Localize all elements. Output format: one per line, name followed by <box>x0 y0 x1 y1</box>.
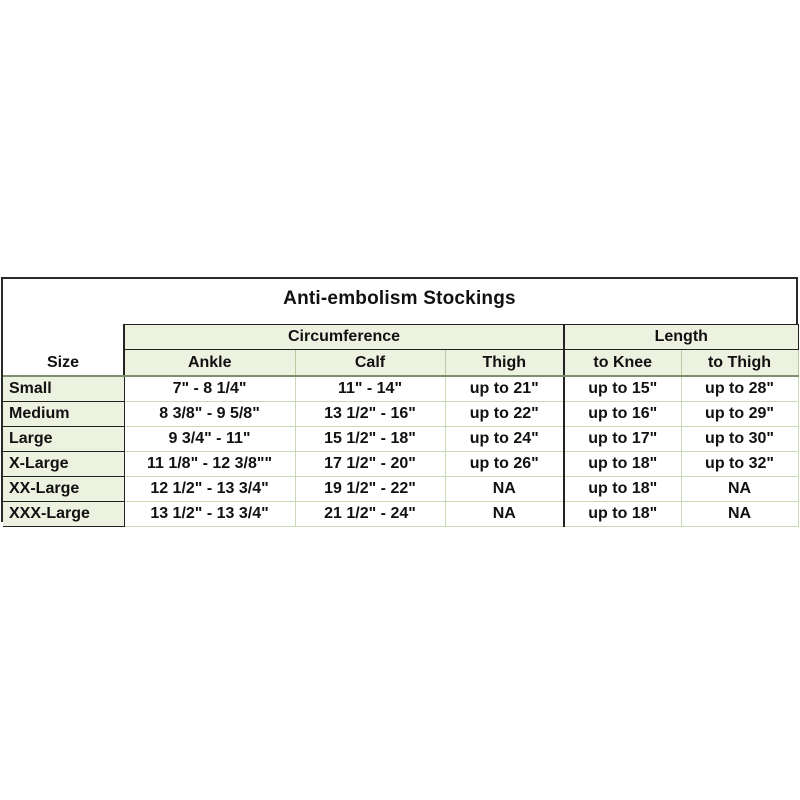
to-knee-cell: up to 18" <box>564 477 681 502</box>
calf-cell: 11" - 14" <box>295 376 445 402</box>
calf-cell: 13 1/2" - 16" <box>295 402 445 427</box>
size-cell: Large <box>3 427 124 452</box>
ankle-cell: 11 1/8" - 12 3/8"" <box>124 452 295 477</box>
to-thigh-cell: up to 32" <box>681 452 798 477</box>
size-cell: Medium <box>3 402 124 427</box>
table-row <box>3 477 798 502</box>
calf-cell: 15 1/2" - 18" <box>295 427 445 452</box>
table-row <box>3 427 798 452</box>
ankle-cell: 7" - 8 1/4" <box>124 376 295 402</box>
thigh-cell: up to 21" <box>445 376 564 402</box>
calf-cell: 19 1/2" - 22" <box>295 477 445 502</box>
calf-cell: 21 1/2" - 24" <box>295 502 445 527</box>
to-thigh-cell: NA <box>681 502 798 527</box>
size-cell: X-Large <box>3 452 124 477</box>
thigh-cell: NA <box>445 477 564 502</box>
ankle-column-header: Ankle <box>124 350 295 377</box>
thigh-column-header: Thigh <box>445 350 564 377</box>
size-cell: XXX-Large <box>3 502 124 527</box>
to-knee-cell: up to 18" <box>564 452 681 477</box>
ankle-cell: 9 3/4" - 11" <box>124 427 295 452</box>
size-cell: Small <box>3 376 124 402</box>
ankle-cell: 13 1/2" - 13 3/4" <box>124 502 295 527</box>
to-thigh-cell: NA <box>681 477 798 502</box>
ankle-cell: 8 3/8" - 9 5/8" <box>124 402 295 427</box>
table-row <box>3 452 798 477</box>
to-thigh-cell: up to 28" <box>681 376 798 402</box>
to-knee-cell: up to 16" <box>564 402 681 427</box>
to-knee-cell: up to 18" <box>564 502 681 527</box>
table-row <box>3 376 798 402</box>
length-group-header: Length <box>564 325 798 350</box>
size-chart <box>1 277 798 522</box>
to-knee-cell: up to 15" <box>564 376 681 402</box>
thigh-cell: NA <box>445 502 564 527</box>
calf-column-header: Calf <box>295 350 445 377</box>
table-row <box>3 402 798 427</box>
thigh-cell: up to 26" <box>445 452 564 477</box>
calf-cell: 17 1/2" - 20" <box>295 452 445 477</box>
size-table <box>3 324 799 527</box>
size-cell: XX-Large <box>3 477 124 502</box>
chart-title: Anti-embolism Stockings <box>283 288 516 309</box>
table-row <box>3 502 798 527</box>
circumference-group-header: Circumference <box>124 325 564 350</box>
to-thigh-column-header: to Thigh <box>681 350 798 377</box>
to-thigh-cell: up to 29" <box>681 402 798 427</box>
thigh-cell: up to 22" <box>445 402 564 427</box>
to-knee-cell: up to 17" <box>564 427 681 452</box>
size-column-header: Size <box>3 325 124 377</box>
thigh-cell: up to 24" <box>445 427 564 452</box>
to-knee-column-header: to Knee <box>564 350 681 377</box>
ankle-cell: 12 1/2" - 13 3/4" <box>124 477 295 502</box>
to-thigh-cell: up to 30" <box>681 427 798 452</box>
